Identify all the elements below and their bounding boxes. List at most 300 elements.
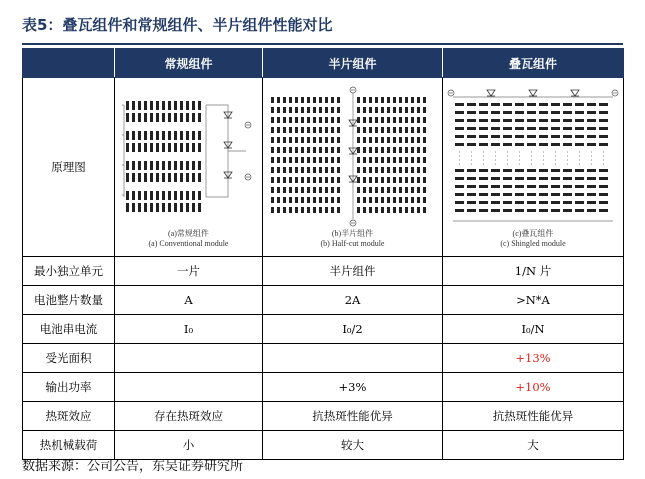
cell-mark: [467, 135, 476, 138]
cell-mark: [587, 143, 596, 146]
cell-mark: [503, 201, 512, 204]
cell-mark: [405, 97, 408, 103]
cell-mark: [186, 101, 189, 110]
cell-mark: [337, 117, 340, 123]
cell-mark: [138, 113, 141, 122]
cell-mark: [399, 117, 402, 123]
cell-mark: [363, 107, 366, 113]
cell-mark: [174, 101, 177, 110]
cell-mark: [289, 177, 292, 183]
cell-mark: [357, 157, 360, 163]
conventional-diagram-cell: [115, 78, 263, 257]
cell-mark: [126, 101, 129, 110]
cell-mark: [313, 107, 316, 113]
cell-mark: [331, 207, 334, 213]
cell-mark: [587, 201, 596, 204]
cell-mark: [381, 187, 384, 193]
cell-mark: [277, 207, 280, 213]
cell-mark: [174, 113, 177, 122]
cell-mark: [126, 161, 129, 170]
cell-mark: [313, 157, 316, 163]
cell-mark: [491, 177, 500, 180]
cell-mark: [162, 161, 165, 170]
cell-shingled: 抗热斑性能优异: [443, 402, 624, 431]
cell-mark: [319, 197, 322, 203]
cell-mark: [319, 177, 322, 183]
cell-mark: [144, 173, 147, 182]
cell-mark: [387, 197, 390, 203]
cell-mark: [399, 197, 402, 203]
cell-mark: [325, 177, 328, 183]
cell-mark: [325, 107, 328, 113]
cell-mark: [331, 97, 334, 103]
cell-mark: [162, 131, 165, 140]
cell-mark: [180, 113, 183, 122]
cell-mark: [455, 135, 464, 138]
cell-mark: [503, 185, 512, 188]
cell-mark: [174, 143, 177, 152]
caption-cn: (b)半片组件: [331, 229, 374, 238]
cell-mark: [156, 191, 159, 200]
cell-mark: [503, 193, 512, 196]
cell-mark: [132, 131, 135, 140]
half-cut-diagram-cell: [263, 78, 443, 257]
cell-mark: [150, 143, 153, 152]
cell-mark: [156, 161, 159, 170]
cell-mark: [313, 147, 316, 153]
cell-mark: [503, 103, 512, 106]
cell-mark: [405, 177, 408, 183]
cell-mark: [467, 193, 476, 196]
cell-mark: [467, 177, 476, 180]
cell-mark: [417, 207, 420, 213]
cell-mark: [132, 101, 135, 110]
cell-mark: [539, 119, 548, 122]
cell-mark: [283, 147, 286, 153]
cell-mark: [539, 143, 548, 146]
cell-mark: [539, 103, 548, 106]
cell-mark: [527, 185, 536, 188]
table-row: [23, 286, 624, 315]
cell-mark: [174, 173, 177, 182]
cell-mark: [405, 187, 408, 193]
cell-mark: [357, 137, 360, 143]
cell-mark: [301, 137, 304, 143]
cell-mark: [399, 107, 402, 113]
cell-mark: [393, 177, 396, 183]
cell-mark: [587, 127, 596, 130]
cell-mark: [599, 209, 608, 212]
cell-mark: [411, 127, 414, 133]
cell-mark: [144, 101, 147, 110]
cell-mark: [156, 101, 159, 110]
cell-mark: [599, 177, 608, 180]
caption-cn: (c)叠瓦组件: [512, 229, 554, 238]
cell-mark: [126, 143, 129, 152]
cell-mark: [515, 127, 524, 130]
cell-mark: [180, 161, 183, 170]
cell-mark: [503, 127, 512, 130]
cell-mark: [357, 107, 360, 113]
cell-mark: [126, 203, 129, 212]
cell-mark: [551, 111, 560, 114]
cell-mark: [307, 97, 310, 103]
cell-mark: [186, 131, 189, 140]
cell-half-cut: 较大: [263, 431, 443, 460]
cell-mark: [307, 197, 310, 203]
cell-mark: [289, 157, 292, 163]
cell-mark: [198, 161, 201, 170]
diode-mark: [571, 90, 579, 96]
cell-mark: [357, 177, 360, 183]
cell-mark: [369, 207, 372, 213]
cell-mark: [289, 197, 292, 203]
cell-mark: [387, 157, 390, 163]
cell-mark: [563, 177, 572, 180]
source-note: 数据来源：公司公告，东吴证券研究所: [22, 459, 244, 474]
cell-mark: [271, 177, 274, 183]
cell-mark: [575, 135, 584, 138]
cell-mark: [192, 131, 195, 140]
cell-mark: [599, 127, 608, 130]
cell-mark: [491, 209, 500, 212]
cell-mark: [331, 147, 334, 153]
cell-mark: [381, 97, 384, 103]
cell-mark: [575, 185, 584, 188]
cell-mark: [563, 209, 572, 212]
cell-mark: [271, 147, 274, 153]
cell-mark: [491, 143, 500, 146]
cell-mark: [283, 137, 286, 143]
cell-mark: [423, 197, 426, 203]
cell-mark: [174, 131, 177, 140]
cell-mark: [192, 101, 195, 110]
row-label: 电池串电流: [23, 315, 115, 344]
cell-mark: [307, 157, 310, 163]
cell-mark: [337, 97, 340, 103]
cell-mark: [375, 177, 378, 183]
cell-mark: [551, 119, 560, 122]
cell-mark: [599, 135, 608, 138]
cell-mark: [527, 119, 536, 122]
cell-mark: [198, 101, 201, 110]
cell-mark: [138, 143, 141, 152]
caption-en: (c) Shingled module: [500, 239, 566, 248]
cell-mark: [156, 131, 159, 140]
cell-mark: [132, 143, 135, 152]
cell-mark: [277, 197, 280, 203]
cell-mark: [357, 127, 360, 133]
cell-mark: [381, 197, 384, 203]
cell-mark: [325, 207, 328, 213]
caption-cn: (a)常规组件: [168, 229, 209, 238]
cell-mark: [150, 131, 153, 140]
cell-mark: [186, 113, 189, 122]
cell-mark: [587, 209, 596, 212]
table-row: [23, 344, 624, 373]
cell-mark: [503, 177, 512, 180]
cell-mark: [411, 97, 414, 103]
cell-mark: [381, 207, 384, 213]
cell-mark: [455, 193, 464, 196]
cell-mark: [467, 169, 476, 172]
row-label: 电池整片数量: [23, 286, 115, 315]
cell-mark: [539, 177, 548, 180]
cell-mark: [363, 167, 366, 173]
cell-mark: [283, 157, 286, 163]
cell-mark: [186, 173, 189, 182]
cell-mark: [307, 167, 310, 173]
cell-mark: [455, 111, 464, 114]
table-row: [23, 402, 624, 431]
cell-mark: [168, 113, 171, 122]
cell-mark: [198, 131, 201, 140]
cell-mark: [192, 113, 195, 122]
cell-mark: [387, 147, 390, 153]
cell-mark: [423, 127, 426, 133]
cell-mark: [375, 117, 378, 123]
cell-mark: [405, 117, 408, 123]
cell-mark: [405, 107, 408, 113]
cell-mark: [381, 167, 384, 173]
cell-mark: [180, 131, 183, 140]
cell-mark: [307, 117, 310, 123]
cell-mark: [417, 97, 420, 103]
cell-mark: [283, 97, 286, 103]
cell-half-cut: 抗热斑性能优异: [263, 402, 443, 431]
cell-mark: [363, 207, 366, 213]
cell-mark: [479, 193, 488, 196]
cell-mark: [138, 203, 141, 212]
cell-mark: [295, 147, 298, 153]
cell-mark: [393, 147, 396, 153]
cell-mark: [289, 187, 292, 193]
cell-mark: [491, 127, 500, 130]
cell-mark: [277, 147, 280, 153]
cell-mark: [587, 193, 596, 196]
cell-mark: [369, 167, 372, 173]
cell-mark: [387, 187, 390, 193]
cell-mark: [479, 169, 488, 172]
cell-mark: [313, 127, 316, 133]
cell-conventional: [115, 344, 263, 373]
cell-mark: [277, 187, 280, 193]
cell-mark: [357, 197, 360, 203]
cell-mark: [399, 147, 402, 153]
cell-mark: [186, 143, 189, 152]
cell-mark: [405, 147, 408, 153]
cell-mark: [393, 157, 396, 163]
cell-mark: [417, 167, 420, 173]
cell-mark: [387, 127, 390, 133]
cell-mark: [491, 201, 500, 204]
cell-mark: [515, 169, 524, 172]
cell-mark: [162, 113, 165, 122]
cell-mark: [331, 127, 334, 133]
cell-mark: [423, 167, 426, 173]
cell-mark: [313, 167, 316, 173]
cell-mark: [515, 119, 524, 122]
cell-mark: [479, 103, 488, 106]
cell-mark: [271, 197, 274, 203]
cell-mark: [357, 207, 360, 213]
cell-mark: [563, 111, 572, 114]
cell-mark: [271, 117, 274, 123]
conventional-module-diagram: [118, 85, 260, 227]
cell-mark: [180, 101, 183, 110]
cell-mark: [423, 137, 426, 143]
cell-mark: [144, 191, 147, 200]
cell-mark: [198, 173, 201, 182]
cell-mark: [319, 167, 322, 173]
cell-mark: [295, 177, 298, 183]
cell-mark: [527, 201, 536, 204]
cell-mark: [301, 97, 304, 103]
cell-mark: [277, 127, 280, 133]
cell-mark: [515, 103, 524, 106]
cell-mark: [479, 209, 488, 212]
cell-mark: [132, 161, 135, 170]
cell-mark: [515, 135, 524, 138]
cell-mark: [369, 117, 372, 123]
cell-mark: [301, 197, 304, 203]
cell-mark: [375, 207, 378, 213]
cell-mark: [283, 197, 286, 203]
cell-mark: [563, 193, 572, 196]
cell-mark: [126, 131, 129, 140]
cell-mark: [381, 127, 384, 133]
cell-mark: [301, 107, 304, 113]
cell-mark: [455, 103, 464, 106]
cell-mark: [295, 137, 298, 143]
diode-mark: [487, 90, 495, 96]
cell-mark: [491, 119, 500, 122]
cell-mark: [331, 177, 334, 183]
cell-mark: [599, 201, 608, 204]
cell-mark: [337, 137, 340, 143]
cell-mark: [337, 207, 340, 213]
cell-mark: [455, 177, 464, 180]
cell-mark: [138, 131, 141, 140]
cell-mark: [423, 147, 426, 153]
cell-mark: [575, 119, 584, 122]
cell-mark: [587, 119, 596, 122]
cell-mark: [455, 185, 464, 188]
cell-mark: [138, 161, 141, 170]
cell-mark: [491, 193, 500, 196]
cell-mark: [319, 207, 322, 213]
cell-mark: [411, 137, 414, 143]
cell-mark: [295, 157, 298, 163]
cell-mark: [363, 147, 366, 153]
cell-mark: [126, 113, 129, 122]
cell-mark: [369, 107, 372, 113]
cell-mark: [289, 167, 292, 173]
cell-mark: [331, 107, 334, 113]
cell-mark: [331, 137, 334, 143]
cell-mark: [515, 185, 524, 188]
cell-mark: [515, 193, 524, 196]
cell-mark: [331, 187, 334, 193]
cell-mark: [563, 127, 572, 130]
cell-mark: [563, 143, 572, 146]
cell-mark: [295, 127, 298, 133]
cell-mark: [138, 173, 141, 182]
cell-mark: [357, 187, 360, 193]
cell-half-cut: 2A: [263, 286, 443, 315]
cell-mark: [319, 127, 322, 133]
cell-mark: [313, 197, 316, 203]
cell-mark: [283, 177, 286, 183]
cell-mark: [186, 191, 189, 200]
cell-mark: [491, 135, 500, 138]
cell-mark: [198, 191, 201, 200]
cell-mark: [363, 157, 366, 163]
cell-mark: [575, 143, 584, 146]
cell-mark: [411, 207, 414, 213]
cell-mark: [423, 117, 426, 123]
cell-mark: [467, 201, 476, 204]
cell-mark: [168, 131, 171, 140]
cell-mark: [319, 107, 322, 113]
cell-mark: [455, 119, 464, 122]
cell-mark: [307, 147, 310, 153]
cell-shingled: 大: [443, 431, 624, 460]
cell-mark: [271, 207, 274, 213]
cell-mark: [289, 127, 292, 133]
cell-mark: [174, 161, 177, 170]
cell-mark: [283, 187, 286, 193]
cell-mark: [313, 117, 316, 123]
cell-half-cut: I₀/2: [263, 315, 443, 344]
cell-shingled: >N*A: [443, 286, 624, 315]
cell-half-cut: 半片组件: [263, 257, 443, 286]
cell-mark: [405, 137, 408, 143]
cell-mark: [399, 97, 402, 103]
cell-mark: [399, 167, 402, 173]
cell-mark: [587, 103, 596, 106]
cell-mark: [479, 111, 488, 114]
cell-mark: [144, 203, 147, 212]
cell-mark: [271, 187, 274, 193]
cell-mark: [132, 203, 135, 212]
cell-mark: [479, 185, 488, 188]
cell-mark: [399, 127, 402, 133]
cell-mark: [423, 187, 426, 193]
cell-mark: [375, 97, 378, 103]
cell-mark: [369, 157, 372, 163]
cell-mark: [325, 197, 328, 203]
cell-mark: [455, 143, 464, 146]
cell-mark: [381, 157, 384, 163]
cell-mark: [289, 107, 292, 113]
cell-mark: [363, 197, 366, 203]
cell-mark: [417, 147, 420, 153]
cell-mark: [423, 177, 426, 183]
cell-mark: [551, 127, 560, 130]
cell-mark: [417, 107, 420, 113]
cell-mark: [337, 147, 340, 153]
row-label: 受光面积: [23, 344, 115, 373]
cell-mark: [527, 193, 536, 196]
cell-mark: [467, 143, 476, 146]
cell-mark: [174, 203, 177, 212]
cell-mark: [575, 127, 584, 130]
cell-mark: [363, 127, 366, 133]
cell-mark: [405, 207, 408, 213]
shingled-diagram-cell: [443, 78, 624, 257]
cell-mark: [277, 177, 280, 183]
